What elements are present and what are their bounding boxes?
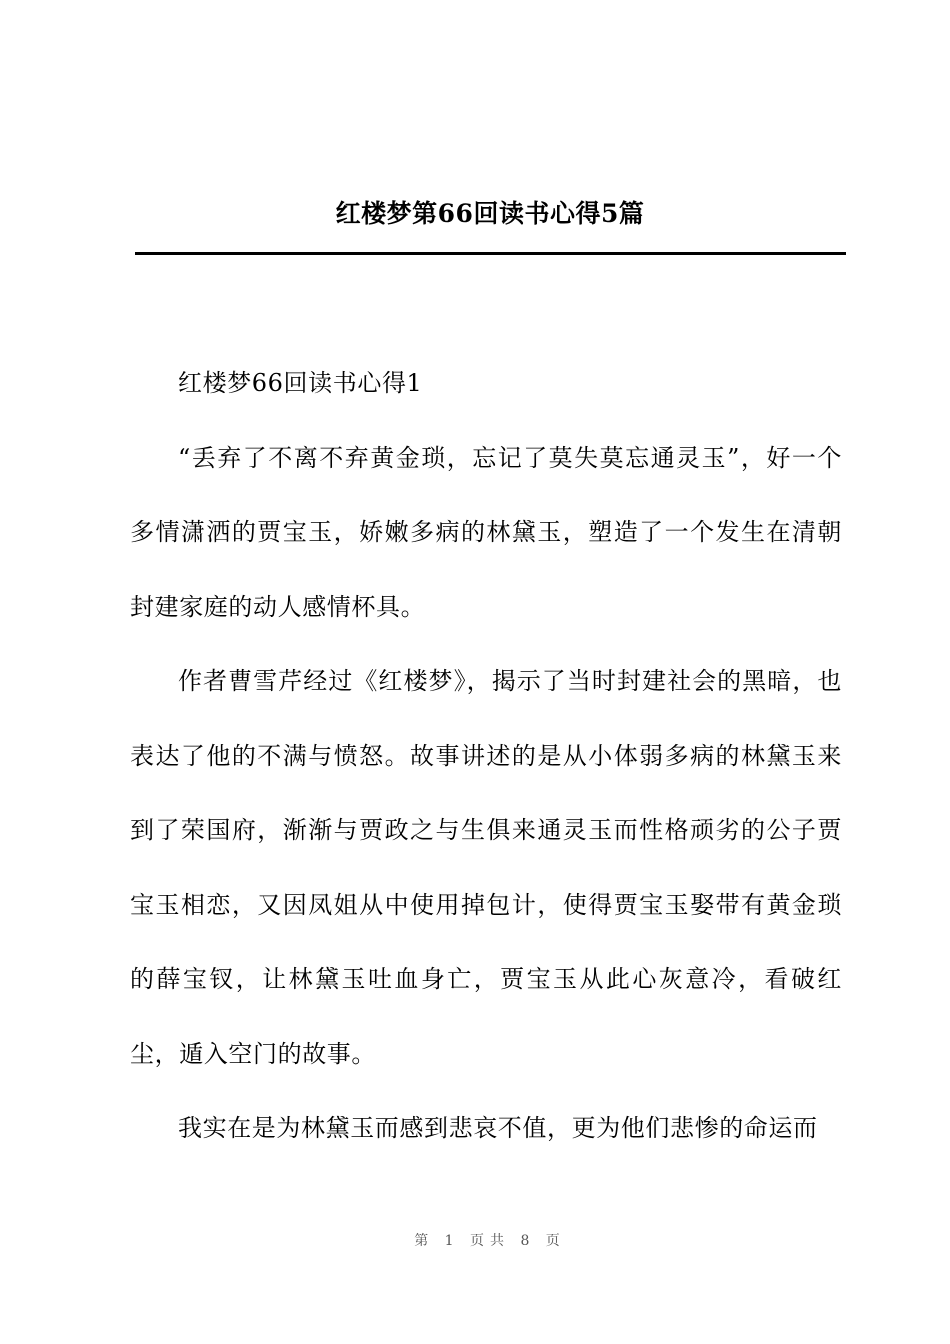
section-heading: 红楼梦66回读书心得1	[178, 369, 423, 397]
paragraph-1: “丢弃了不离不弃黄金琐，忘记了莫失莫忘通灵玉”，好一个多情潇洒的贾宝玉，娇嫩多病的林黛玉，塑造了一个发生在清朝封建家庭的动人感情杯具。	[130, 443, 842, 621]
paragraph-2: 作者曹雪芹经过《红楼梦》，揭示了当时封建社会的黑暗，也表达了他的不满与愤怒。故事讲述的是从小体弱多病的林黛玉来到了荣国府，渐渐与贾政之与生俱来通灵玉而性格顽劣的公子贾宝玉相恋，又因凤姐从中使用掉包计，使得贾宝玉娶带有黄金琐的薛宝钗，让林黛玉吐血身亡，贾宝玉从此心灰意冷，看破红尘，遁入空门的故事。	[130, 667, 842, 1068]
document-title: 红楼梦第66回读书心得5篇	[335, 199, 645, 228]
title-divider	[135, 252, 846, 255]
paragraph-3: 我实在是为林黛玉而感到悲哀不值，更为他们悲惨的命运而	[178, 1114, 818, 1142]
document-body	[130, 346, 842, 1166]
page-footer: 第 1 页共 8 页	[414, 1233, 566, 1249]
